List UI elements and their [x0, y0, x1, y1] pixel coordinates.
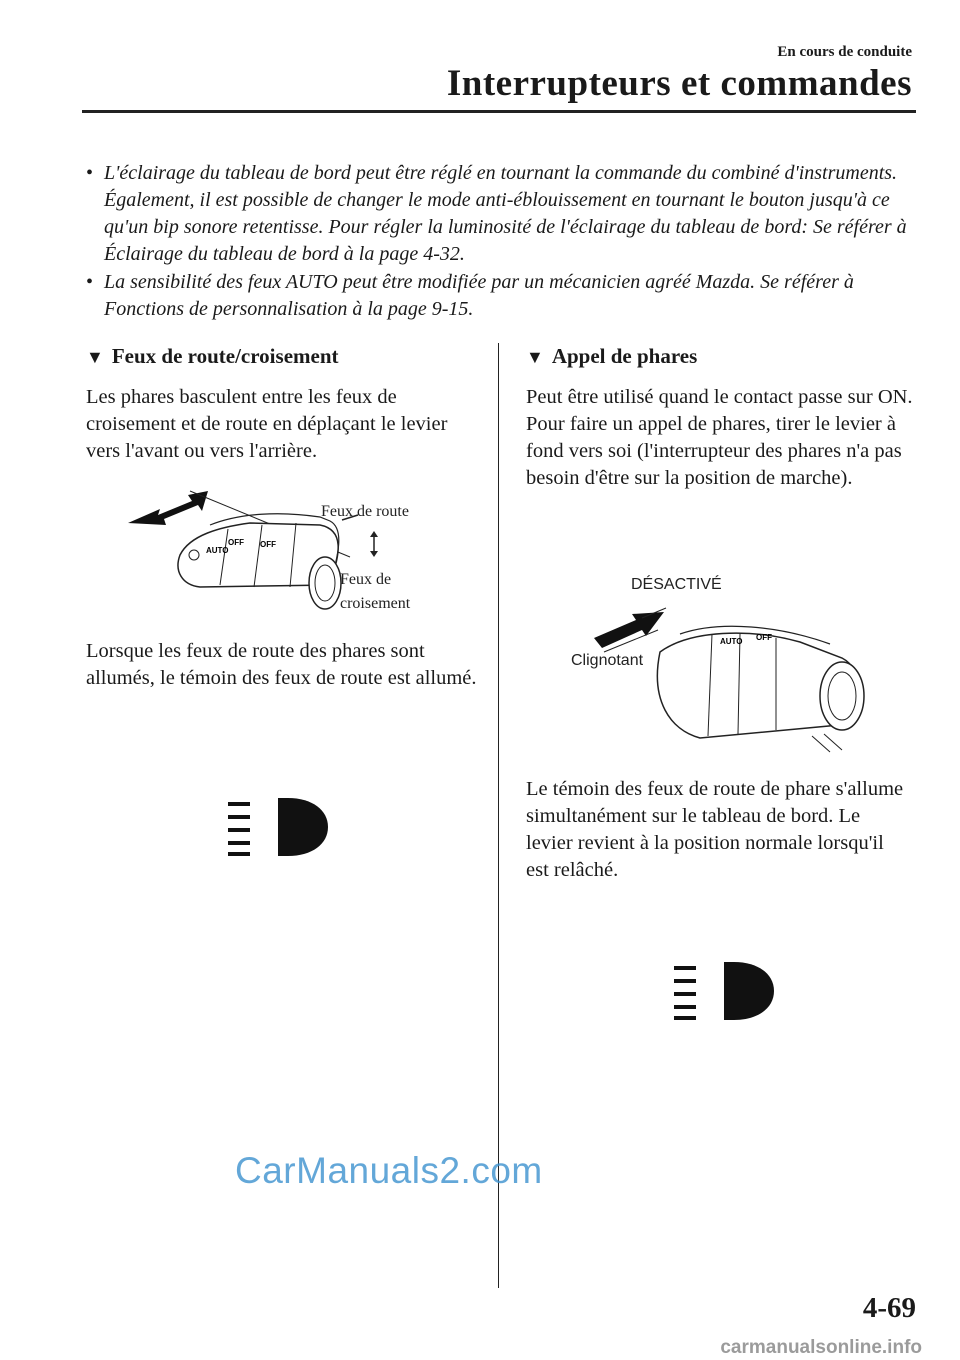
- note-item: [86, 160, 916, 268]
- double-arrow-icon: [128, 491, 208, 525]
- triangle-down-icon: ▼: [86, 347, 104, 367]
- page-title: Interrupteurs et commandes: [446, 63, 912, 104]
- column-divider: [498, 343, 499, 1288]
- note-text: La sensibilité des feux AUTO peut être modifiée par un mécanicien agréé Mazda. Se référer à Fonctions de personnalisation à la page 9-15.: [104, 271, 854, 320]
- page-number: 4-69: [862, 1292, 916, 1324]
- switch-off-label: OFF: [260, 540, 276, 549]
- switch-off-label: OFF: [756, 633, 772, 642]
- header-rule: [82, 110, 916, 113]
- switch-off-label: OFF: [228, 538, 244, 547]
- bullet-icon: •: [86, 162, 94, 184]
- section-label: En cours de conduite: [777, 44, 912, 60]
- note-item: [86, 269, 916, 323]
- section-heading-flash: [526, 344, 697, 369]
- paragraph-intro-left: Les phares basculent entre les feux de croisement et de route en déplaçant le levier vers l'avant ou vers l'arrière.: [86, 386, 448, 462]
- paragraph-indicator-right: Le témoin des feux de route de phare s'allume simultanément sur le tableau de bord. Le levier revient à la position normale lorsqu'il est relâché.: [526, 778, 904, 881]
- figure-label-high-beam: Feux de route: [321, 503, 409, 520]
- watermark-logo: CarManuals2.com: [235, 1150, 543, 1191]
- bullet-icon: •: [86, 271, 94, 293]
- figure-label-blink: Clignotant: [571, 652, 644, 669]
- figure-label-off: DÉSACTIVÉ: [631, 576, 722, 593]
- lever-figure-flash: [580, 590, 880, 760]
- switch-auto-label: AUTO: [206, 546, 229, 555]
- figure-label-low-beam-2: croisement: [340, 595, 411, 612]
- paragraph-intro-right: [526, 384, 914, 492]
- section-heading-text: Appel de phares: [551, 344, 698, 368]
- paragraph-line: Peut être utilisé quand le contact passe sur ON.: [526, 386, 913, 408]
- paragraph-line: Pour faire un appel de phares, tirer le levier à fond vers soi (l'interrupteur des phares n'a pas besoin d'être sur la position de marche).: [526, 413, 902, 489]
- section-heading-high-low: [86, 344, 339, 369]
- notes-list: [86, 160, 916, 324]
- switch-auto-label: AUTO: [720, 637, 743, 646]
- figure-label-low-beam-1: Feux de: [340, 571, 392, 588]
- flash-arrow-icon: [594, 612, 664, 648]
- watermark-site: carmanualsonline.info: [720, 1337, 922, 1358]
- note-text: L'éclairage du tableau de bord peut être réglé en tournant la commande du combiné d'instruments. Également, il est possible de changer le mode anti-éblouissement en tournant le bouton jusqu'à ce qu'un bip sonore retentisse. Pour régler la luminosité de l'éclairage du tableau de bord: Se référer à Éclairage du tableau de bord à la page 4-32.: [104, 162, 907, 265]
- high-beam-indicator-icon: [226, 796, 332, 858]
- paragraph-indicator-left: Lorsque les feux de route des phares sont allumés, le témoin des feux de route est allumé.: [86, 640, 477, 689]
- high-beam-indicator-icon: [672, 960, 778, 1022]
- triangle-down-icon: ▼: [526, 347, 544, 367]
- section-heading-text: Feux de route/croisement: [111, 344, 339, 368]
